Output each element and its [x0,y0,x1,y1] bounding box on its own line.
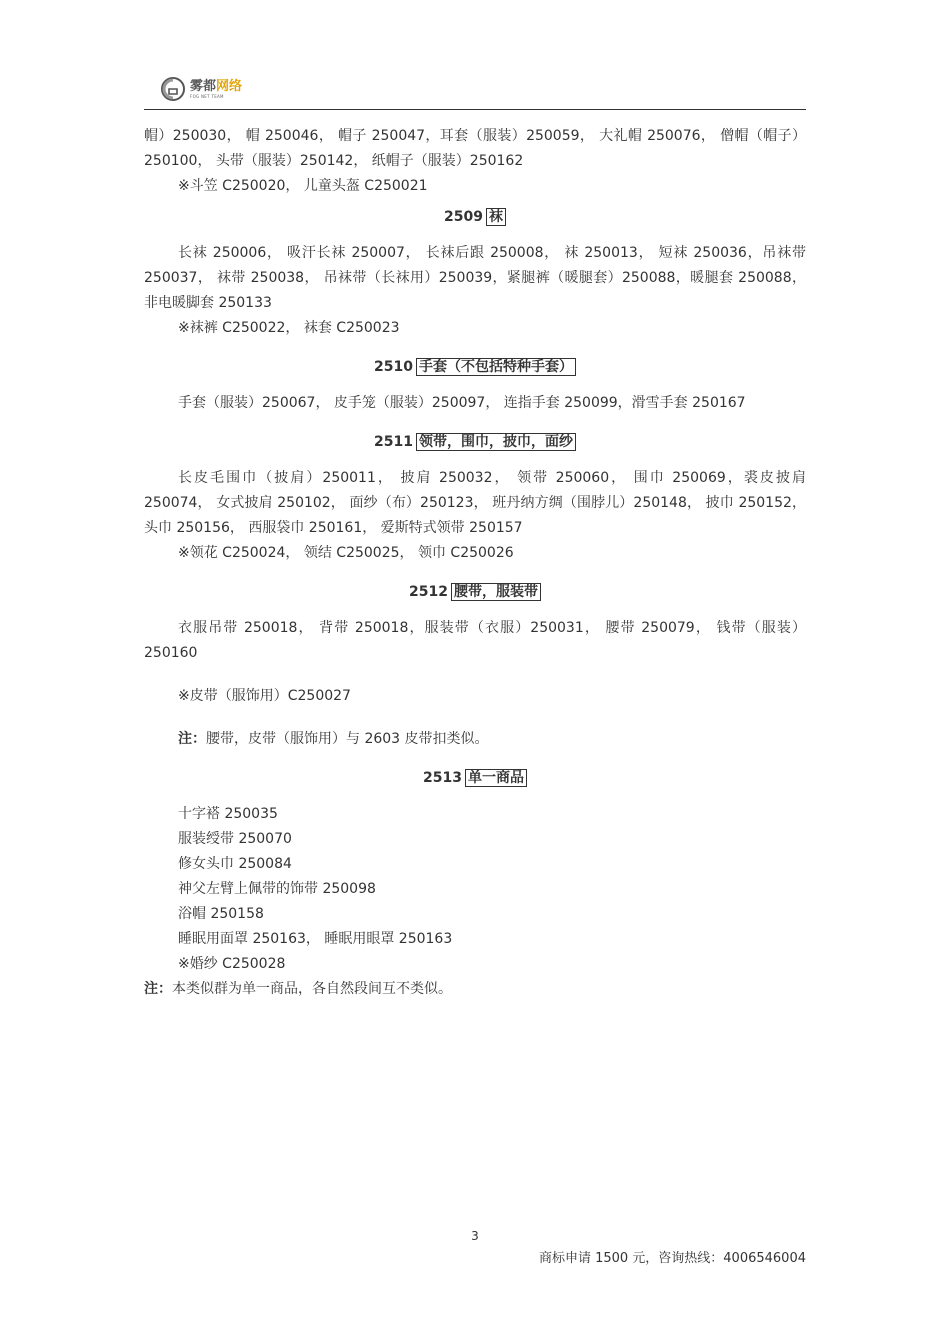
section-remark: ※袜裤 C250022， 袜套 C250023 [178,320,400,336]
section-heading-2512 [144,580,806,606]
list-item: 神父左臂上佩带的饰带 250098 [178,881,376,897]
logo-text-part2: 网络 [216,78,243,94]
continued-remark: ※斗笠 C250020， 儿童头盔 C250021 [178,178,428,194]
company-logo [160,76,242,102]
logo-subtitle: FOG NET TEAM [190,93,224,99]
list-item: ※婚纱 C250028 [178,956,286,972]
section-note [144,977,806,1002]
note-label: 注： [144,981,172,997]
list-item: 修女头巾 250084 [178,856,292,872]
document-body [144,124,806,1002]
section-heading-2513 [144,766,806,792]
section-body: 长袜 250006， 吸汗长袜 250007， 长袜后跟 250008， 袜 250013， 短袜 250036，吊袜带 250037， 袜带 250038， 吊袜带（长袜用）250039，紧腿裤（暖腿套）250088，暖腿套 250088， 非电暖脚套 250133 [144,245,806,311]
section-heading-2510 [144,355,806,381]
section-title: 腰带，服装带 [451,583,541,601]
continued-paragraph: 帽）250030， 帽 250046， 帽子 250047，耳套（服装）250059， 大礼帽 250076， 僧帽（帽子）250100， 头带（服装）250142， 纸帽子（服装）250162 [144,128,806,169]
section-note [144,727,806,752]
note-text: 腰带，皮带（服饰用）与 2603 皮带扣类似。 [206,731,489,747]
section-remark: ※领花 C250024， 领结 C250025， 领巾 C250026 [178,545,514,561]
page-header [144,70,806,110]
header-rule [144,109,806,110]
section-title: 手套（不包括特种手套） [416,358,576,376]
note-text: 本类似群为单一商品，各自然段间互不类似。 [172,981,452,997]
section-number: 2513 [423,770,462,786]
section-body: 衣服吊带 250018， 背带 250018，服装带（衣服）250031， 腰带 250079， 钱带（服装）250160 [144,620,806,661]
section-number: 2510 [374,359,413,375]
section-number: 2512 [409,584,448,600]
section-body: 手套（服装）250067， 皮手笼（服装）250097， 连指手套 250099，滑雪手套 250167 [178,395,746,411]
list-item: 服装绶带 250070 [178,831,292,847]
list-item: 睡眠用面罩 250163， 睡眠用眼罩 250163 [178,931,453,947]
section-number: 2511 [374,434,413,450]
page-number: 3 [471,1229,479,1243]
section-title: 单一商品 [465,769,527,787]
section-body: 长皮毛围巾（披肩）250011， 披肩 250032， 领带 250060， 围巾 250069，裘皮披肩 250074， 女式披肩 250102， 面纱（布）250123， 班丹纳方绸（围脖儿）250148， 披巾 250152， 头巾 250156， 西服袋巾 250161， 爱斯特式领带 250157 [144,470,806,536]
logo-mark-icon [160,76,186,102]
section-number: 2509 [444,209,483,225]
section-title: 领带，围巾，披巾，面纱 [416,433,576,451]
section-title: 袜 [486,208,506,226]
section-heading-2511 [144,430,806,456]
footer-text: 商标申请 1500 元，咨询热线：4006546004 [538,1251,806,1266]
list-item: 十字褡 250035 [178,806,278,822]
section-remark: ※皮带（服饰用）C250027 [178,688,351,704]
list-item: 浴帽 250158 [178,906,264,922]
logo-text-part1: 雾都 [190,78,217,94]
note-label: 注： [178,731,206,747]
section-heading-2509 [144,205,806,231]
